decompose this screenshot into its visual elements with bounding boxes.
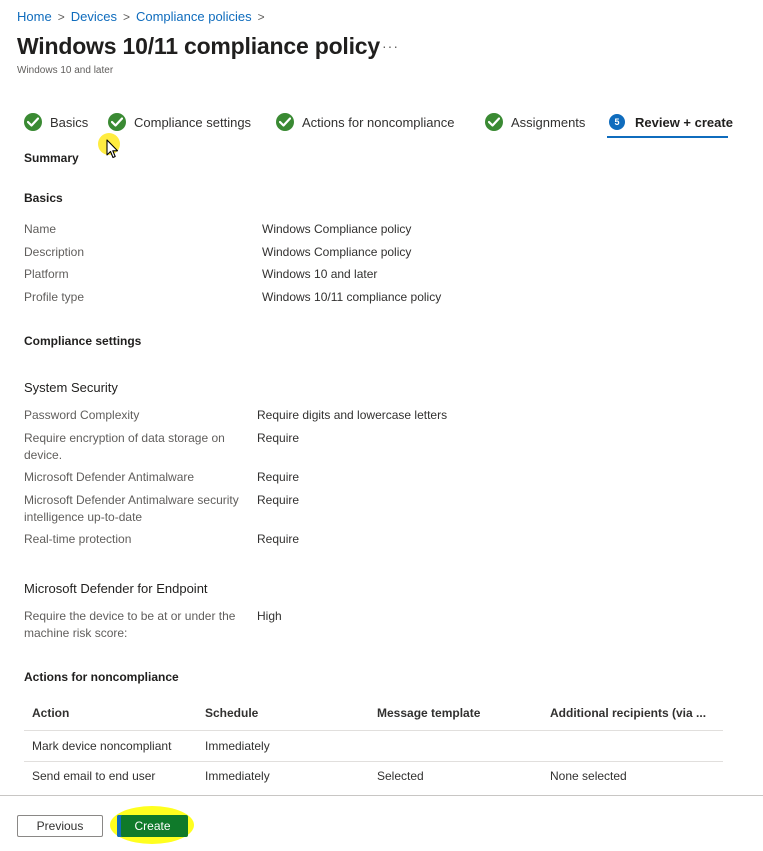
- password-complexity-label: Password Complexity: [24, 408, 140, 422]
- footer-divider: [0, 795, 763, 796]
- previous-button[interactable]: Previous: [17, 815, 103, 837]
- security-intelligence-value: Require: [257, 493, 300, 507]
- profile-type-value: Windows 10/11 compliance policy: [262, 290, 442, 304]
- password-complexity-value: Require digits and lowercase letters: [257, 408, 448, 422]
- table-header-divider: [24, 730, 723, 731]
- breadcrumb-compliance-policies-link[interactable]: Compliance policies: [135, 9, 252, 24]
- name-label: Name: [24, 222, 57, 236]
- summary-tab-label: Summary: [24, 151, 79, 165]
- compliance-settings-heading: Compliance settings: [24, 334, 142, 348]
- breadcrumb-home-link[interactable]: Home: [17, 9, 52, 24]
- column-header-action[interactable]: Action: [32, 706, 70, 720]
- table-cell-additional-recipients: None selected: [550, 769, 627, 783]
- table-cell-message-template: Selected: [377, 769, 424, 783]
- description-value: Windows Compliance policy: [262, 245, 412, 259]
- profile-type-label: Profile type: [24, 290, 85, 304]
- mouse-pointer-icon: [106, 139, 120, 159]
- name-value: Windows Compliance policy: [262, 222, 412, 236]
- step-assignments[interactable]: [485, 112, 585, 132]
- step-label: Assignments: [511, 114, 586, 130]
- machine-risk-score-value: High: [257, 609, 282, 623]
- step-review-create[interactable]: [609, 112, 733, 132]
- step-compliance-settings[interactable]: [108, 112, 251, 132]
- table-cell-schedule: Immediately: [205, 769, 270, 783]
- platform-label: Platform: [24, 267, 69, 281]
- platform-value: Windows 10 and later: [262, 267, 378, 281]
- table-cell-action: Send email to end user: [32, 769, 156, 783]
- check-circle-icon: [108, 113, 126, 131]
- page-title: Windows 10/11 compliance policy: [17, 33, 380, 59]
- defender-antimalware-value: Require: [257, 470, 300, 484]
- step-label: Actions for noncompliance: [302, 114, 455, 130]
- check-circle-icon: [24, 113, 42, 131]
- defender-endpoint-heading: Microsoft Defender for Endpoint: [24, 581, 208, 596]
- encryption-label: Require encryption of data storage on device.: [24, 431, 225, 462]
- table-row-divider: [24, 761, 723, 762]
- column-header-message-template[interactable]: Message template: [377, 706, 481, 720]
- defender-antimalware-label: Microsoft Defender Antimalware: [24, 470, 195, 484]
- table-cell-schedule: Immediately: [205, 739, 270, 753]
- table-cell-action: Mark device noncompliant: [32, 739, 172, 753]
- breadcrumb: [17, 9, 271, 24]
- description-label: Description: [24, 245, 85, 259]
- step-number-badge: 5: [609, 114, 625, 130]
- encryption-value: Require: [257, 431, 300, 445]
- system-security-heading: System Security: [24, 380, 118, 395]
- column-header-additional-recipients[interactable]: Additional recipients (via ...: [550, 706, 707, 720]
- check-circle-icon: [276, 113, 294, 131]
- realtime-protection-label: Real-time protection: [24, 532, 132, 546]
- basics-heading: Basics: [24, 191, 63, 205]
- breadcrumb-separator: >: [257, 10, 265, 24]
- step-label: Review + create: [635, 114, 733, 130]
- realtime-protection-value: Require: [257, 532, 300, 546]
- step-label: Basics: [50, 114, 89, 130]
- page-subtitle: Windows 10 and later: [17, 65, 114, 76]
- machine-risk-score-label: Require the device to be at or under the machine risk score:: [24, 609, 236, 640]
- actions-noncompliance-heading: Actions for noncompliance: [24, 670, 179, 684]
- breadcrumb-separator: >: [57, 10, 65, 24]
- breadcrumb-devices-link[interactable]: Devices: [70, 9, 117, 24]
- step-basics[interactable]: [24, 112, 88, 132]
- step-label: Compliance settings: [134, 114, 252, 130]
- column-header-schedule[interactable]: Schedule: [205, 706, 259, 720]
- more-options-button[interactable]: ···: [382, 38, 399, 54]
- security-intelligence-label: Microsoft Defender Antimalware security intelligence up-to-date: [24, 493, 239, 524]
- create-button[interactable]: Create: [117, 815, 188, 837]
- breadcrumb-separator: >: [122, 10, 130, 24]
- check-circle-icon: [485, 113, 503, 131]
- step-actions-for-noncompliance[interactable]: [276, 112, 454, 132]
- active-step-underline: [607, 136, 728, 138]
